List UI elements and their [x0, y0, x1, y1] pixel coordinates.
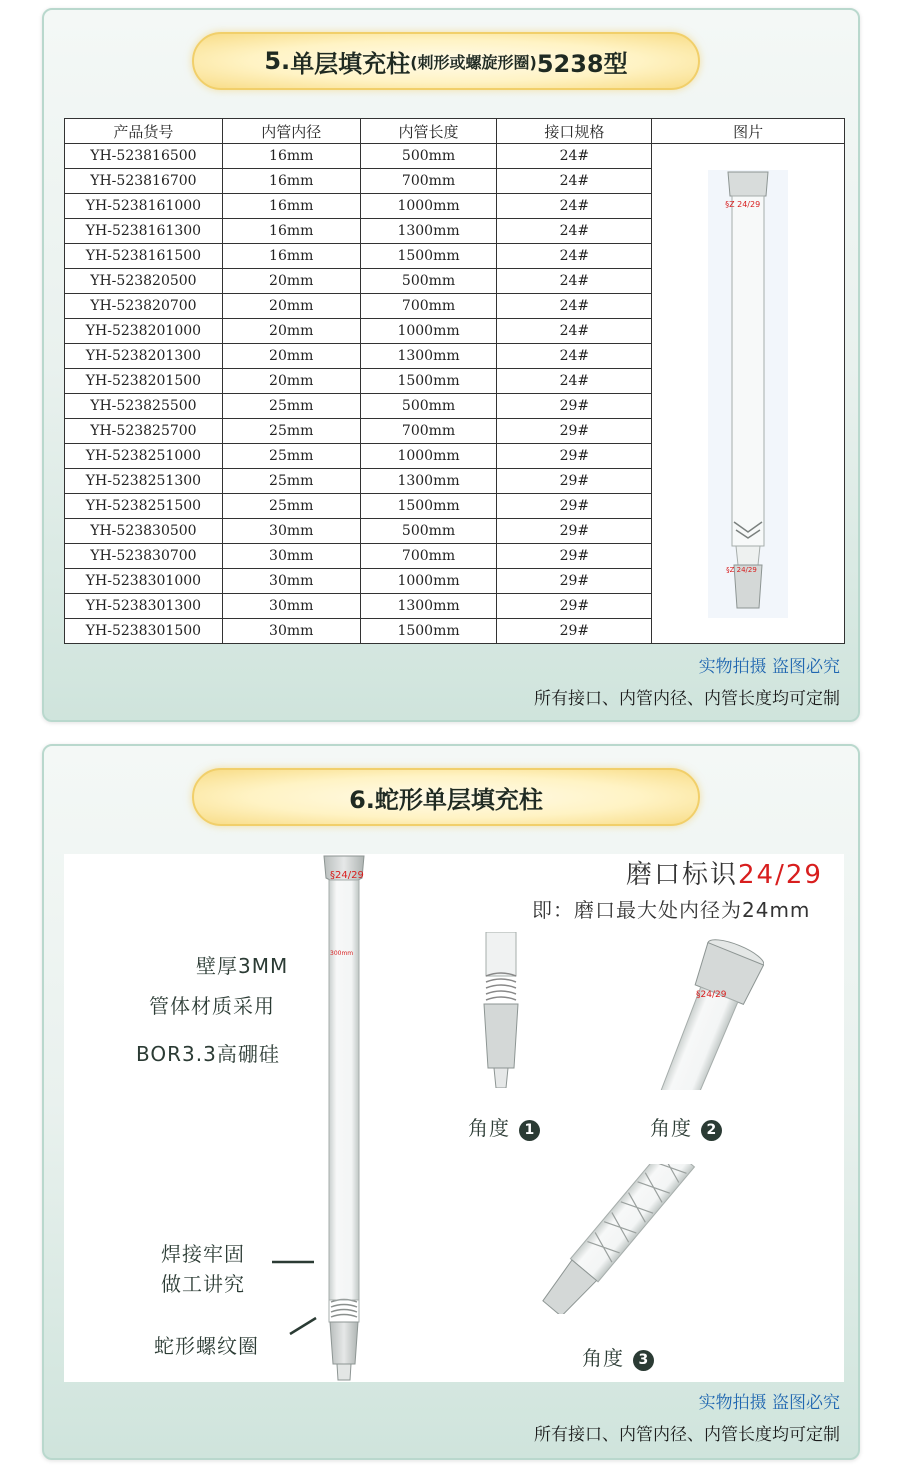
packed-column-image [708, 170, 788, 618]
angle-3-label [582, 1342, 654, 1371]
inner-length-cell: 500mm [360, 144, 497, 169]
copyright-note: 实物拍摄 盗图必究 [698, 657, 840, 677]
header-inner-diameter: 内管内径 [222, 119, 360, 144]
joint-spec-cell: 29# [497, 619, 652, 644]
product-code-cell: YH-5238201000 [65, 319, 223, 344]
main-tube-length-mark: 300mm [330, 950, 354, 957]
inner-diameter-cell: 25mm [222, 419, 360, 444]
inner-diameter-cell: 30mm [222, 569, 360, 594]
section-5-title-number: 5. [264, 47, 291, 75]
table-body [65, 144, 845, 644]
inner-diameter-cell: 20mm [222, 344, 360, 369]
product-code-cell: YH-523830700 [65, 544, 223, 569]
inner-length-cell: 1300mm [360, 344, 497, 369]
angle-3-text: 角度 [582, 1346, 624, 1370]
inner-length-cell: 700mm [360, 544, 497, 569]
joint-spec-cell: 24# [497, 344, 652, 369]
inner-length-cell: 500mm [360, 269, 497, 294]
product-code-cell: YH-5238201300 [65, 344, 223, 369]
joint-spec-cell: 29# [497, 469, 652, 494]
joint-mark-title: 磨口标识 [626, 860, 739, 890]
angle-1-photo [474, 932, 534, 1088]
section-6-title: 6.蛇形单层填充柱 [349, 785, 543, 814]
product-code-cell: YH-523820500 [65, 269, 223, 294]
product-code-cell: YH-523820700 [65, 294, 223, 319]
inner-length-cell: 500mm [360, 519, 497, 544]
joint-mark-heading [626, 854, 823, 891]
joint-spec-cell: 24# [497, 144, 652, 169]
joint-spec-cell: 24# [497, 269, 652, 294]
photo-joint-mark-bottom: §Z 24/29 [726, 565, 757, 574]
joint-spec-cell: 24# [497, 219, 652, 244]
section-5-title-main: 单层填充柱 [290, 49, 411, 78]
product-code-cell: YH-5238251300 [65, 469, 223, 494]
inner-diameter-cell: 16mm [222, 169, 360, 194]
joint-mark-description: 即：磨口最大处内径为24mm [532, 898, 811, 922]
inner-length-cell: 1000mm [360, 319, 497, 344]
product-code-cell: YH-5238301500 [65, 619, 223, 644]
inner-length-cell: 1500mm [360, 619, 497, 644]
product-code-cell: YH-5238161000 [65, 194, 223, 219]
section-5-card [42, 8, 860, 722]
header-joint-spec: 接口规格 [497, 119, 652, 144]
inner-diameter-cell: 20mm [222, 369, 360, 394]
column-photo [708, 170, 788, 618]
inner-diameter-cell: 30mm [222, 544, 360, 569]
customization-note-2: 所有接口、内管内径、内管长度均可定制 [534, 1425, 840, 1445]
angle-1-text: 角度 [468, 1116, 510, 1140]
section-5-title-model: 5238型 [536, 49, 628, 78]
joint-spec-cell: 24# [497, 169, 652, 194]
inner-length-cell: 700mm [360, 169, 497, 194]
product-code-cell: YH-5238161300 [65, 219, 223, 244]
product-code-cell: YH-523825700 [65, 419, 223, 444]
inner-length-cell: 1300mm [360, 469, 497, 494]
joint-spec-cell: 29# [497, 594, 652, 619]
joint-spec-cell: 29# [497, 394, 652, 419]
weld-label-line1: 焊接牢固 [161, 1242, 245, 1266]
material-label-line2: BOR3.3高硼硅 [136, 1042, 280, 1066]
inner-length-cell: 1300mm [360, 594, 497, 619]
product-code-cell: YH-5238251500 [65, 494, 223, 519]
joint-spec-cell: 29# [497, 544, 652, 569]
product-spec-table [64, 118, 845, 644]
material-label-line1: 管体材质采用 [149, 994, 275, 1018]
inner-length-cell: 1300mm [360, 219, 497, 244]
inner-length-cell: 1500mm [360, 244, 497, 269]
section-6-card [42, 744, 860, 1460]
inner-diameter-cell: 25mm [222, 394, 360, 419]
inner-diameter-cell: 25mm [222, 494, 360, 519]
angle-1-label [468, 1112, 540, 1141]
inner-diameter-cell: 20mm [222, 319, 360, 344]
product-code-cell: YH-5238301300 [65, 594, 223, 619]
joint-spec-cell: 29# [497, 419, 652, 444]
product-code-cell: YH-523816500 [65, 144, 223, 169]
section-5-title-paren: (刺形或螺旋形圈) [410, 52, 537, 72]
inner-length-cell: 500mm [360, 394, 497, 419]
customization-note: 所有接口、内管内径、内管长度均可定制 [534, 689, 840, 709]
inner-diameter-cell: 16mm [222, 194, 360, 219]
joint-spec-cell: 29# [497, 444, 652, 469]
inner-diameter-cell: 25mm [222, 444, 360, 469]
angle-2-photo [654, 934, 764, 1090]
label-pointer-lines [270, 1258, 320, 1338]
inner-diameter-cell: 30mm [222, 619, 360, 644]
product-photo-cell [652, 144, 845, 644]
header-product-code: 产品货号 [65, 119, 223, 144]
inner-length-cell: 1500mm [360, 369, 497, 394]
inner-diameter-cell: 25mm [222, 469, 360, 494]
joint-spec-cell: 29# [497, 494, 652, 519]
product-code-cell: YH-5238161500 [65, 244, 223, 269]
weld-label-line2: 做工讲究 [161, 1272, 245, 1296]
table-header-row [65, 119, 845, 144]
product-photo-panel [64, 854, 844, 1382]
joint-spec-cell: 24# [497, 294, 652, 319]
joint-spec-cell: 24# [497, 369, 652, 394]
joint-mark-value: 24/29 [738, 860, 823, 890]
angle-3-number-badge: 3 [633, 1350, 654, 1371]
wall-thickness-label: 壁厚3MM [196, 954, 289, 978]
header-inner-length: 内管长度 [360, 119, 497, 144]
section-5-title-banner [192, 32, 700, 90]
joint-spec-cell: 24# [497, 319, 652, 344]
inner-length-cell: 700mm [360, 419, 497, 444]
main-column-photo [314, 854, 374, 1382]
inner-diameter-cell: 30mm [222, 519, 360, 544]
inner-diameter-cell: 20mm [222, 294, 360, 319]
product-code-cell: YH-5238201500 [65, 369, 223, 394]
angle-2-joint-mark: §24/29 [696, 990, 727, 1000]
spiral-coil-label: 蛇形螺纹圈 [154, 1334, 259, 1358]
joint-spec-cell: 24# [497, 244, 652, 269]
angle-1-number-badge: 1 [519, 1120, 540, 1141]
header-picture: 图片 [652, 119, 845, 144]
product-code-cell: YH-523825500 [65, 394, 223, 419]
product-code-cell: YH-523830500 [65, 519, 223, 544]
inner-diameter-cell: 20mm [222, 269, 360, 294]
inner-length-cell: 700mm [360, 294, 497, 319]
main-tube-joint-mark: §24/29 [330, 870, 364, 881]
inner-length-cell: 1000mm [360, 569, 497, 594]
angle-3-photo [532, 1164, 702, 1314]
joint-spec-cell: 29# [497, 569, 652, 594]
inner-length-cell: 1000mm [360, 194, 497, 219]
angle-2-label [650, 1112, 722, 1141]
product-code-cell: YH-5238301000 [65, 569, 223, 594]
inner-length-cell: 1500mm [360, 494, 497, 519]
section-6-title-banner [192, 768, 700, 826]
product-code-cell: YH-5238251000 [65, 444, 223, 469]
photo-joint-mark-top: §Z 24/29 [725, 199, 761, 209]
joint-spec-cell: 24# [497, 194, 652, 219]
table-row [65, 144, 845, 169]
copyright-note-2: 实物拍摄 盗图必究 [698, 1393, 840, 1413]
joint-spec-cell: 29# [497, 519, 652, 544]
inner-length-cell: 1000mm [360, 444, 497, 469]
inner-diameter-cell: 16mm [222, 144, 360, 169]
product-code-cell: YH-523816700 [65, 169, 223, 194]
inner-diameter-cell: 16mm [222, 219, 360, 244]
inner-diameter-cell: 16mm [222, 244, 360, 269]
angle-2-text: 角度 [650, 1116, 692, 1140]
angle-2-number-badge: 2 [701, 1120, 722, 1141]
inner-diameter-cell: 30mm [222, 594, 360, 619]
